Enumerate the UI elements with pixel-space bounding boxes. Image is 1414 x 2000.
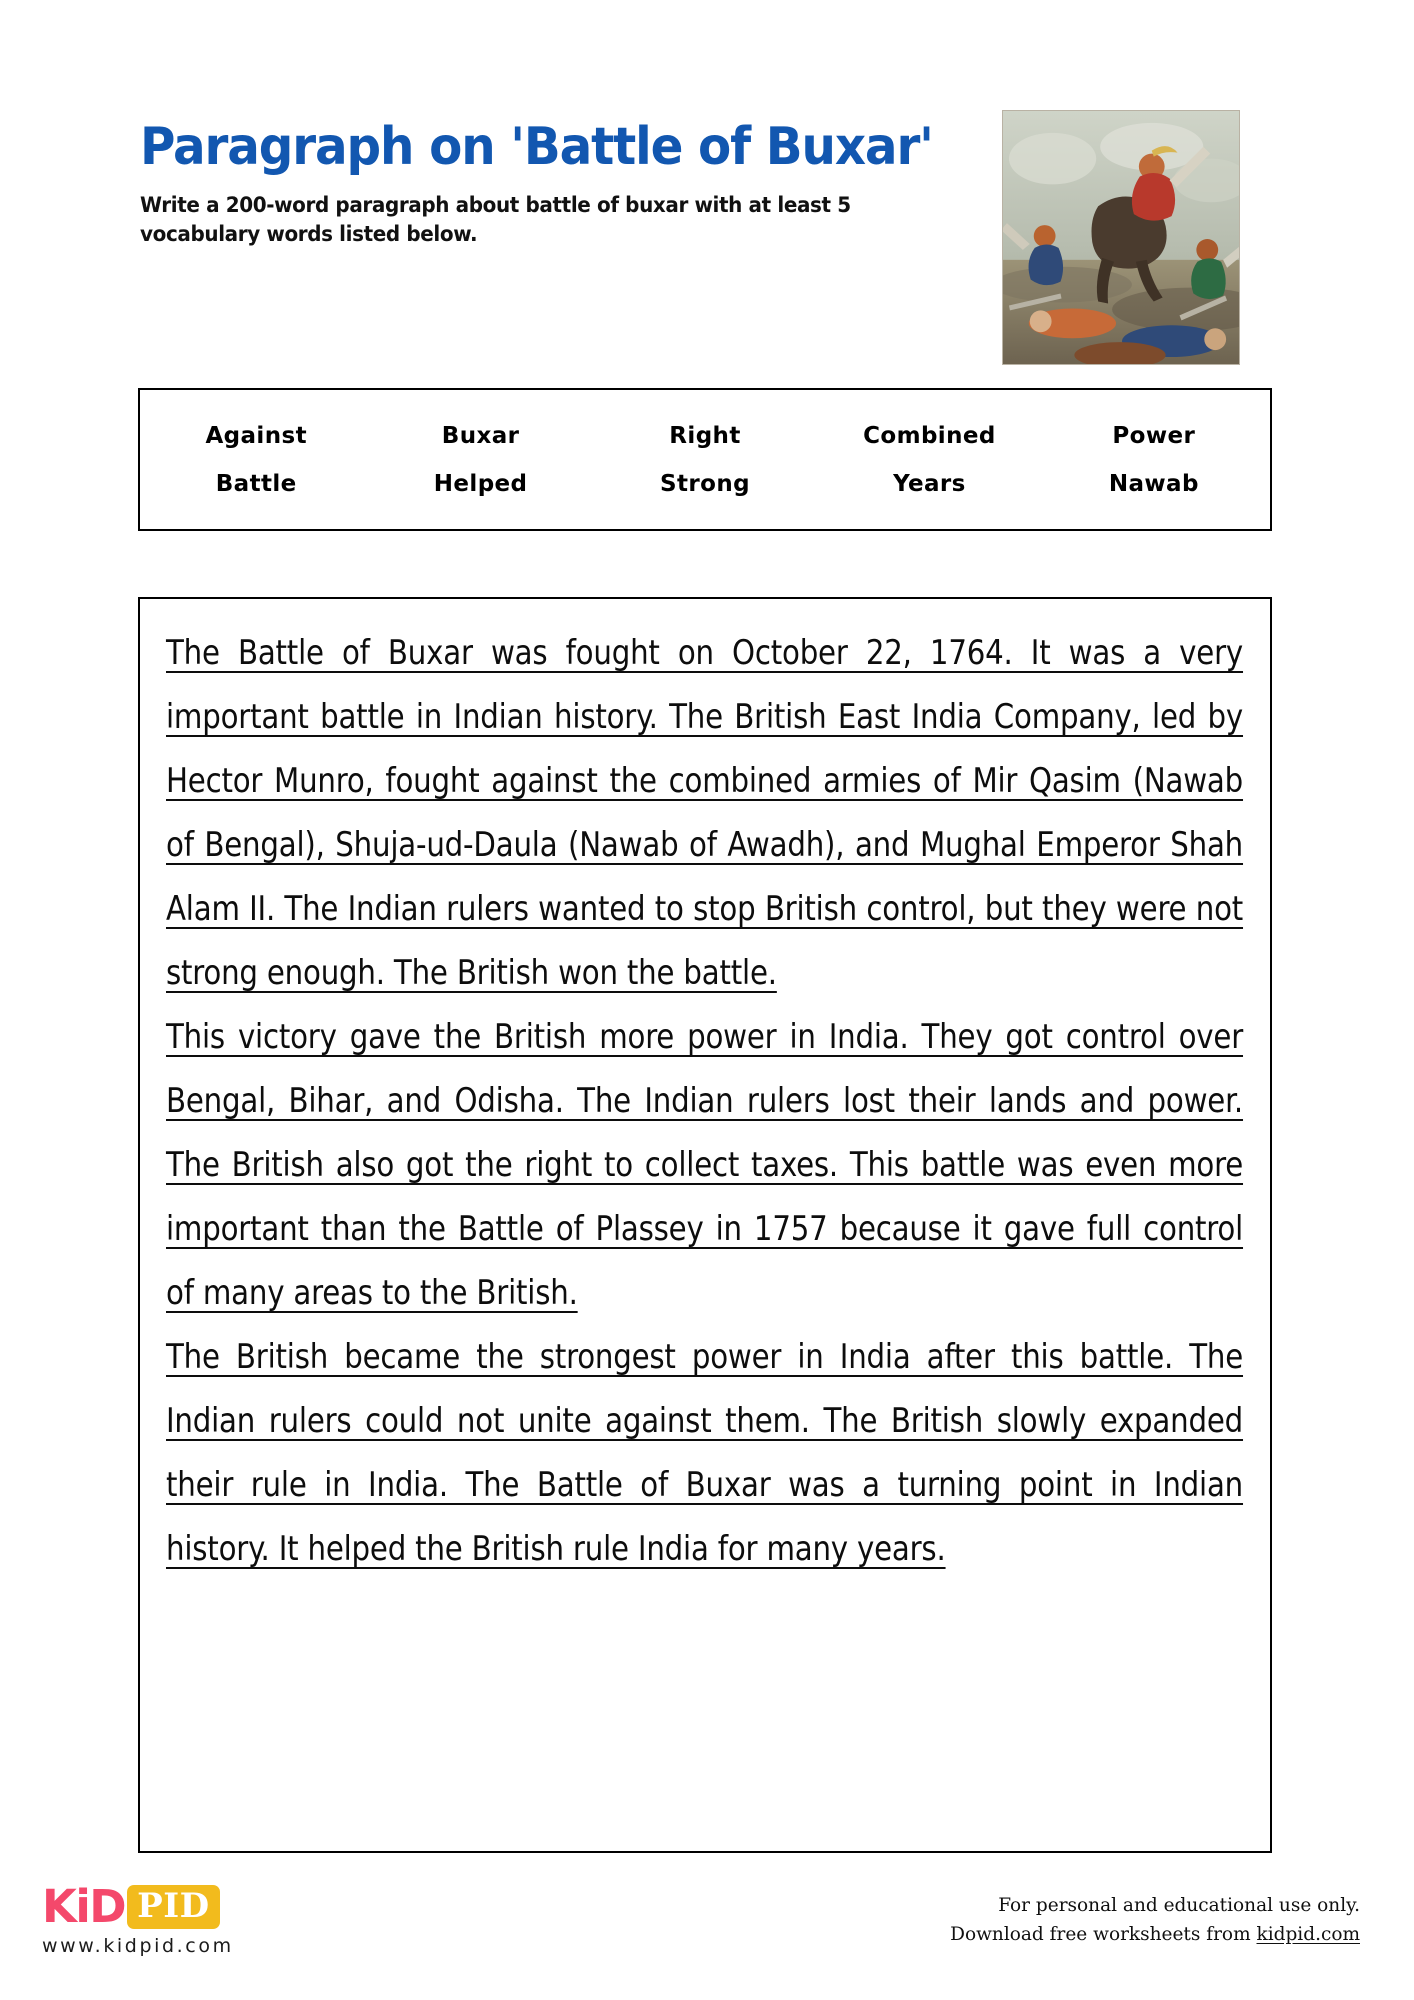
vocab-word: Combined <box>863 422 996 449</box>
logo-marks <box>42 1880 234 1933</box>
answer-text <box>166 621 1243 1581</box>
instructions-text: Write a 200-word paragraph about battle of buxar with at least 5 vocabulary words listed below. <box>140 192 851 247</box>
download-notice-text: Download free worksheets from <box>950 1923 1257 1945</box>
battle-painting-icon <box>1003 111 1239 364</box>
battle-painting-image <box>1002 110 1240 365</box>
vocabulary-word-bank <box>138 388 1272 531</box>
vocab-word: Years <box>893 470 966 497</box>
vocab-word: Buxar <box>441 422 520 449</box>
vocab-word: Power <box>1112 422 1196 449</box>
answer-writing-area[interactable] <box>138 597 1272 1853</box>
vocab-word: Nawab <box>1108 470 1199 497</box>
answer-paragraph: The British became the strongest power in India after this battle. The Indian rulers could not unite against them. The British slowly expanded their rule in India. The Battle of Buxar was a turning point in Indian history. It helped the British rule India for many years. <box>166 1337 1244 1568</box>
usage-notice-line-2 <box>950 1921 1360 1950</box>
kidpid-link[interactable]: kidpid.com <box>1256 1923 1360 1945</box>
kidpid-logo[interactable] <box>42 1880 234 1957</box>
page-title: Paragraph on 'Battle of Buxar' <box>140 117 933 177</box>
vocab-word: Battle <box>215 470 297 497</box>
vocab-word: Helped <box>433 470 528 497</box>
word-bank-row <box>144 471 1266 497</box>
logo-primary-text: KiD <box>42 1880 126 1933</box>
website-url[interactable]: www.kidpid.com <box>42 1935 234 1957</box>
page-footer <box>0 1878 1414 2000</box>
word-bank-row <box>144 423 1266 449</box>
answer-paragraph: The Battle of Buxar was fought on October 22, 1764. It was a very important battle in Indian history. The British East India Company, led by Hector Munro, fought against the combined armies of Mir Qasim (Nawab of Bengal), Shuja-ud-Daula (Nawab of Awadh), and Mughal Emperor Shah Alam II. The Indian rulers wanted to stop British control, but they were not strong enough. The British won the battle. <box>166 633 1244 992</box>
logo-badge-text: PID <box>127 1885 219 1929</box>
vocab-word: Strong <box>660 470 750 497</box>
vocab-word: Right <box>669 422 741 449</box>
usage-notice-line-1: For personal and educational use only. <box>998 1895 1360 1916</box>
usage-notice <box>950 1892 1360 1949</box>
answer-paragraph: This victory gave the British more power in India. They got control over Bengal, Bihar, and Odisha. The Indian rulers lost their lands and power. The British also got the right to collect taxes. This battle was even more important than the Battle of Plassey in 1757 because it gave full control of many areas to the British. <box>166 1017 1244 1312</box>
vocab-word: Against <box>205 422 307 449</box>
